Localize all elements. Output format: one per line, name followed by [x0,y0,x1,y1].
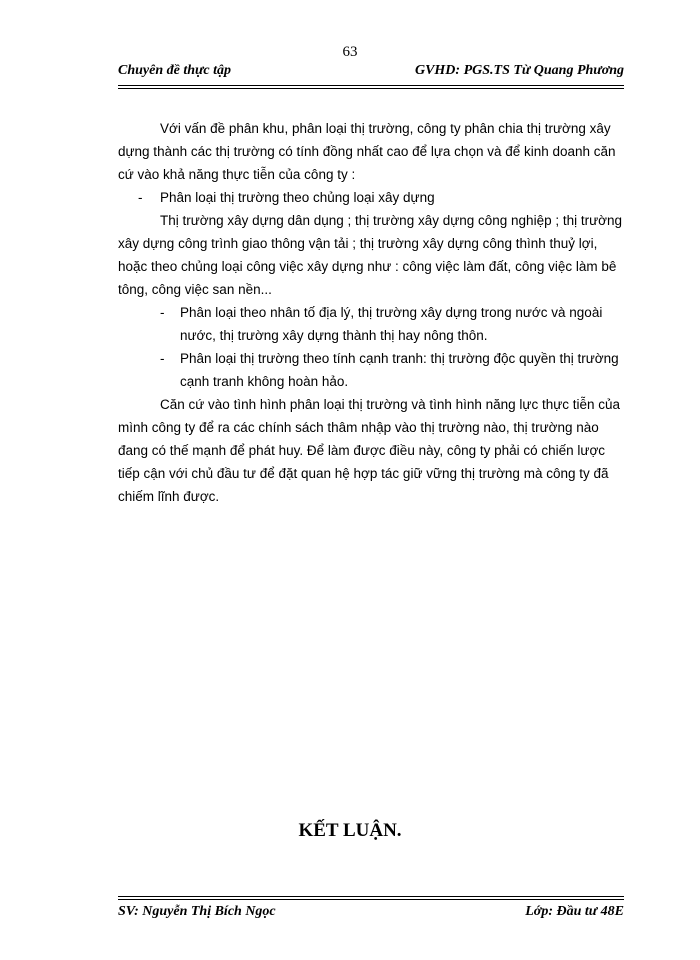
bullet-item-2 [118,301,638,347]
text-line: tông, công việc san nền... [118,282,272,297]
bullet-text: cạnh tranh không hoàn hảo. [180,374,349,389]
bullet-dash: - [160,305,165,320]
page-header [118,63,624,86]
header-supervisor: GVHD: PGS.TS Từ Quang Phương [414,63,624,78]
section-title: KẾT LUẬN. [298,820,402,841]
text-line: Thị trường xây dựng dân dụng ; thị trường xây dựng công nghiệp ; thị trường [160,213,622,228]
footer-divider [118,896,624,897]
page-number: 63 [342,44,358,60]
bullet-text: Phân loại thị trường theo tính cạnh tranh: thị trường độc quyền thị trường [180,351,619,366]
footer-student: SV: Nguyễn Thị Bích Ngọc [118,904,276,919]
header-course-title: Chuyên đề thực tập [118,63,232,78]
text-line: Căn cứ vào tình hình phân loại thị trường và tình hình năng lực thực tiễn của [160,397,621,412]
text-line: cứ vào khả năng thực tiễn của công ty : [118,167,356,182]
text-line: xây dựng công trình giao thông vận tải ; thị trường xây dựng công thình thuỷ lợi, [118,236,598,251]
text-line: Với vấn đề phân khu, phân loại thị trường, công ty phân chia thị trường xây [160,121,611,136]
paragraph-3 [118,393,638,508]
text-line: đang có thế mạnh để phát huy. Để làm được điều này, công ty phải có chiến lược [118,443,606,458]
text-line: tiếp cận với chủ đầu tư để đặt quan hệ hợp tác giữ vững thị trường mà công ty đã [118,466,609,481]
page-footer [118,899,624,922]
bullet-item-3 [118,347,638,393]
text-line: chiếm lĩnh được. [118,489,220,504]
bullet-item-1 [118,186,638,209]
text-line: mình công ty để ra các chính sách thâm nhập vào thị trường nào, thị trường nào [118,420,599,435]
footer-class: Lớp: Đầu tư 48E [525,904,624,919]
text-line: hoặc theo chủng loại công việc xây dựng như : công việc làm đất, công việc làm bê [118,259,617,274]
text-line: dựng thành các thị trường có tính đồng nhất cao để lựa chọn và để kinh doanh căn [118,144,616,159]
paragraph-2 [118,209,638,301]
bullet-dash: - [138,190,143,205]
header-divider [118,88,624,89]
bullet-dash: - [160,351,165,366]
bullet-text: Phân loại theo nhân tố địa lý, thị trường xây dựng trong nước và ngoài [180,305,603,320]
paragraph-1 [118,117,638,186]
bullet-text: Phân loại thị trường theo chủng loại xây dựng [160,190,435,205]
bullet-text: nước, thị trường xây dựng thành thị hay nông thôn. [180,328,488,343]
